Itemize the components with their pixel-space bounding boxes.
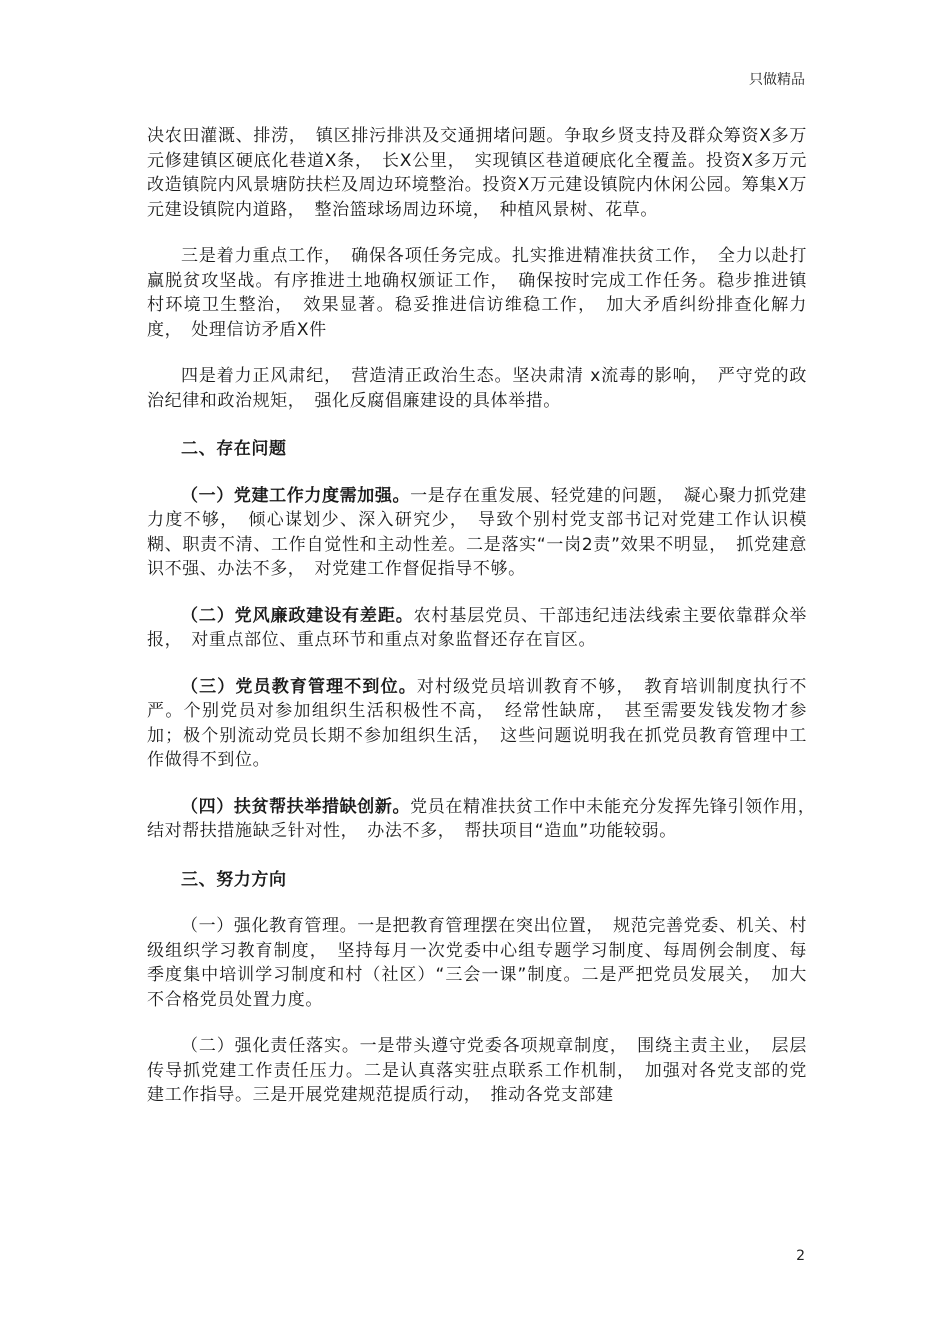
direction-item-2: （二）强化责任落实。一是带头遵守党委各项规章制度， 围绕主责主业， 层层传导抓党建工作责任压力。二是认真落实驻点联系工作机制， 加强对各党支部的党建工作指导。三是开展党建规范提质行动， 推动各党支部建 [147,1036,807,1105]
section-heading-problems: 二、存在问题 [181,439,287,459]
problem-item-3-text: 对村级党员培训教育不够， 教育培训制度执行不严。个别党员对参加组织生活积极性不高， 经常性缺席， 甚至需要发钱发物才参加；极个别流动党员长期不参加组织生活， 这些问题说明我在抓党员教育管理中工作做得不到位。 [147,676,807,770]
section-heading-direction: 三、努力方向 [181,869,287,890]
problem-item-2-text: 农村基层党员、干部违纪违法线索主要依靠群众举报， 对重点部位、重点环节和重点对象监督还存在盲区。 [147,605,807,650]
problem-item-4-text: 党员在精准扶贫工作中未能充分发挥先锋引领作用， 结对帮扶措施缺乏针对性， 办法不多， 帮扶项目“造血”功能较弱。 [147,796,825,841]
document-body [147,124,825,1108]
problem-item-2 [147,604,807,653]
page-number: 2 [796,1248,805,1264]
problem-item-4-title: （四）扶贫帮扶举措缺创新。 [181,796,411,817]
page-header: 只做精品 [749,72,805,88]
problem-item-3-title: （三）党员教育管理不到位。 [181,676,417,697]
paragraph-key-work: 三是着力重点工作， 确保各项任务完成。扎实推进精准扶贫工作， 全力以赴打赢脱贫攻坚战。有序推进土地确权颁证工作， 确保按时完成工作任务。稳步推进镇村环境卫生整治， 效果显著。稳妥推进信访维稳工作， 加大矛盾纠纷排查化解力度， 处理信访矛盾X件 [147,246,807,340]
problem-item-1-text: 一是存在重发展、轻党建的问题， 凝心聚力抓党建力度不够， 倾心谋划少、深入研究少， 导致个别村党支部书记对党建工作认识模糊、职责不清、工作自觉性和主动性差。二是落实“一岗2责”效果不明显， 抓党建意识不强、办法不多， 对党建工作督促指导不够。 [147,485,808,579]
direction-item-1: （一）强化教育管理。一是把教育管理摆在突出位置， 规范完善党委、机关、村级组织学习教育制度， 坚持每月一次党委中心组专题学习制度、每周例会制度、每季度集中培训学习制度和村（社区）“三会一课”制度。二是严把党员发展关， 加大不合格党员处置力度。 [147,916,807,1010]
problem-item-2-title: （二）党风廉政建设有差距。 [181,605,414,626]
problem-item-1-title: （一）党建工作力度需加强。 [181,485,411,506]
problem-item-4 [147,795,825,844]
paragraph-continuation: 决农田灌溉、排涝， 镇区排污排洪及交通拥堵问题。争取乡贤支持及群众筹资X多万元修建镇区硬底化巷道X条， 长X公里， 实现镇区巷道硬底化全覆盖。投资X多万元改造镇院内风景塘防扶栏及周边环境整治。投资X万元建设镇院内休闲公园。筹集X万元建设镇院内道路， 整治篮球场周边环境， 种植风景树、花草。 [147,126,807,220]
problem-item-1 [147,484,807,582]
paragraph-integrity: 四是着力正风肃纪， 营造清正政治生态。坚决肃清 x流毒的影响， 严守党的政治纪律和政治规矩， 强化反腐倡廉建设的具体举措。 [147,366,807,411]
problem-item-3 [147,675,807,773]
